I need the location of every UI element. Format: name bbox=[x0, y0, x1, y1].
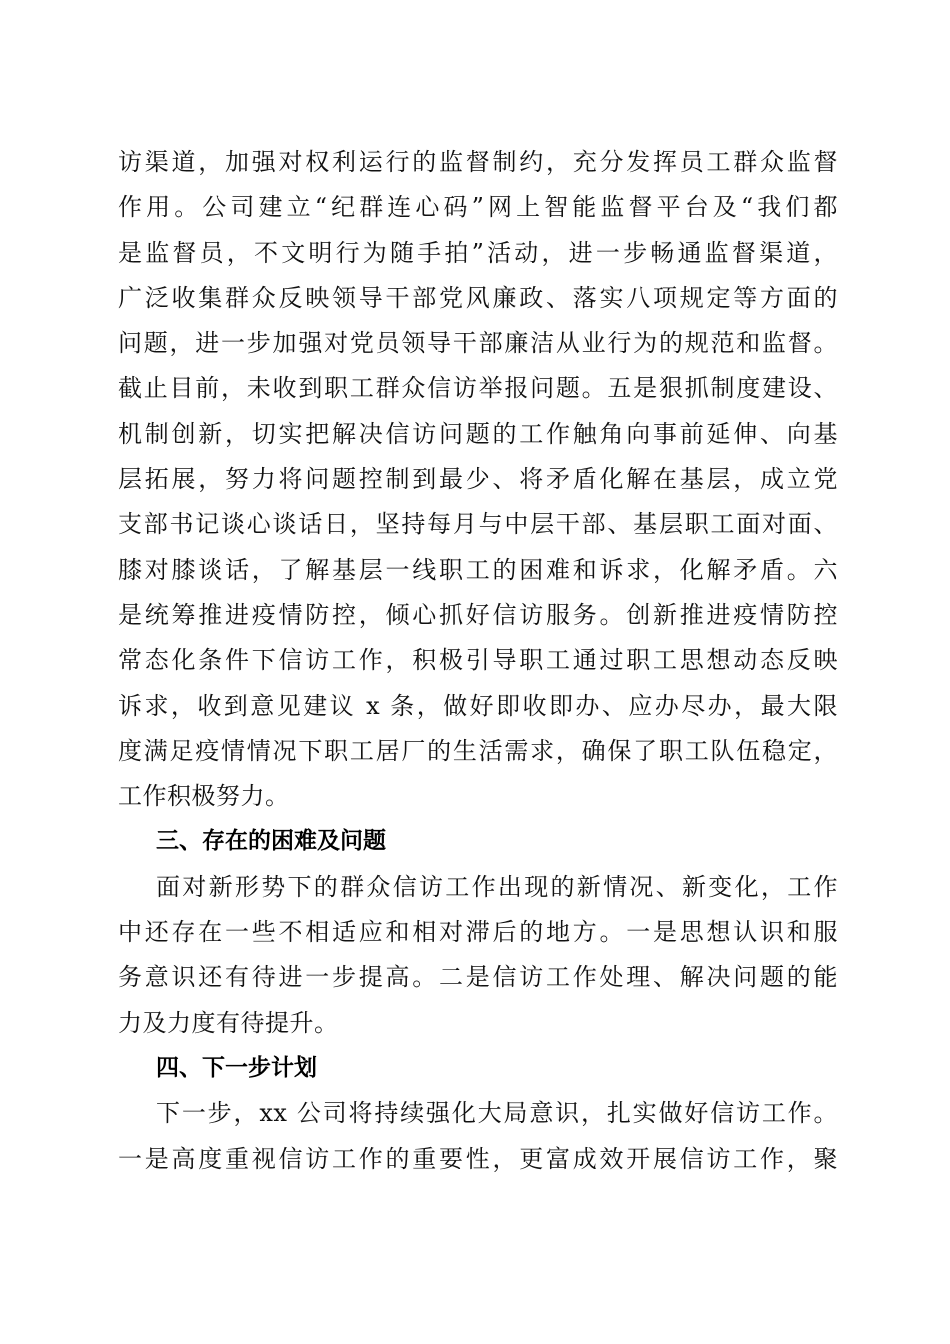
text-line: 下一步，xx 公司将持续强化大局意识，扎实做好信访工作。 bbox=[156, 1099, 838, 1128]
text-line: 中还存在一些不相适应和相对滞后的地方。一是思想认识和服 bbox=[118, 918, 838, 947]
text-line: 工作积极努力。 bbox=[118, 782, 290, 811]
text-line: 支部书记谈心谈话日，坚持每月与中层干部、基层职工面对面、 bbox=[118, 510, 838, 539]
section-heading-difficulties: 三、存在的困难及问题 bbox=[156, 828, 386, 855]
text-line: 务意识还有待进一步提高。二是信访工作处理、解决问题的能 bbox=[118, 963, 838, 992]
text-line: 膝对膝谈话，了解基层一线职工的困难和诉求，化解矛盾。六 bbox=[118, 555, 838, 584]
text-line: 度满足疫情情况下职工居厂的生活需求，确保了职工队伍稳定， bbox=[118, 736, 838, 765]
text-line: 访渠道，加强对权利运行的监督制约，充分发挥员工群众监督 bbox=[118, 148, 838, 176]
paragraph-measures bbox=[118, 140, 838, 819]
text-line: 作用。公司建立“纪群连心码”网上智能监督平台及“我们都 bbox=[118, 193, 838, 222]
text-line: 诉求，收到意见建议 x 条，做好即收即办、应办尽办，最大限 bbox=[118, 691, 838, 720]
text-line: 截止目前，未收到职工群众信访举报问题。五是狠抓制度建设、 bbox=[118, 374, 838, 403]
text-line: 面对新形势下的群众信访工作出现的新情况、新变化，工作 bbox=[156, 872, 838, 901]
paragraph-next-steps bbox=[118, 1091, 838, 1182]
paragraph-difficulties bbox=[118, 865, 838, 1046]
text-line: 机制创新，切实把解决信访问题的工作触角向事前延伸、向基 bbox=[118, 419, 838, 448]
section-heading-next-steps: 四、下一步计划 bbox=[156, 1054, 317, 1081]
text-line: 是统筹推进疫情防控，倾心抓好信访服务。创新推进疫情防控 bbox=[118, 600, 838, 629]
text-line: 一是高度重视信访工作的重要性，更富成效开展信访工作，聚 bbox=[118, 1144, 838, 1173]
document-body bbox=[118, 140, 838, 1182]
text-line: 是监督员，不文明行为随手拍”活动，进一步畅通监督渠道， bbox=[118, 238, 838, 267]
text-line: 广泛收集群众反映领导干部党风廉政、落实八项规定等方面的 bbox=[118, 283, 838, 312]
text-line: 问题，进一步加强对党员领导干部廉洁从业行为的规范和监督。 bbox=[118, 329, 838, 358]
text-line: 层拓展，努力将问题控制到最少、将矛盾化解在基层，成立党 bbox=[118, 465, 838, 494]
text-line: 力及力度有待提升。 bbox=[118, 1008, 339, 1037]
text-line: 常态化条件下信访工作，积极引导职工通过职工思想动态反映 bbox=[118, 646, 838, 675]
